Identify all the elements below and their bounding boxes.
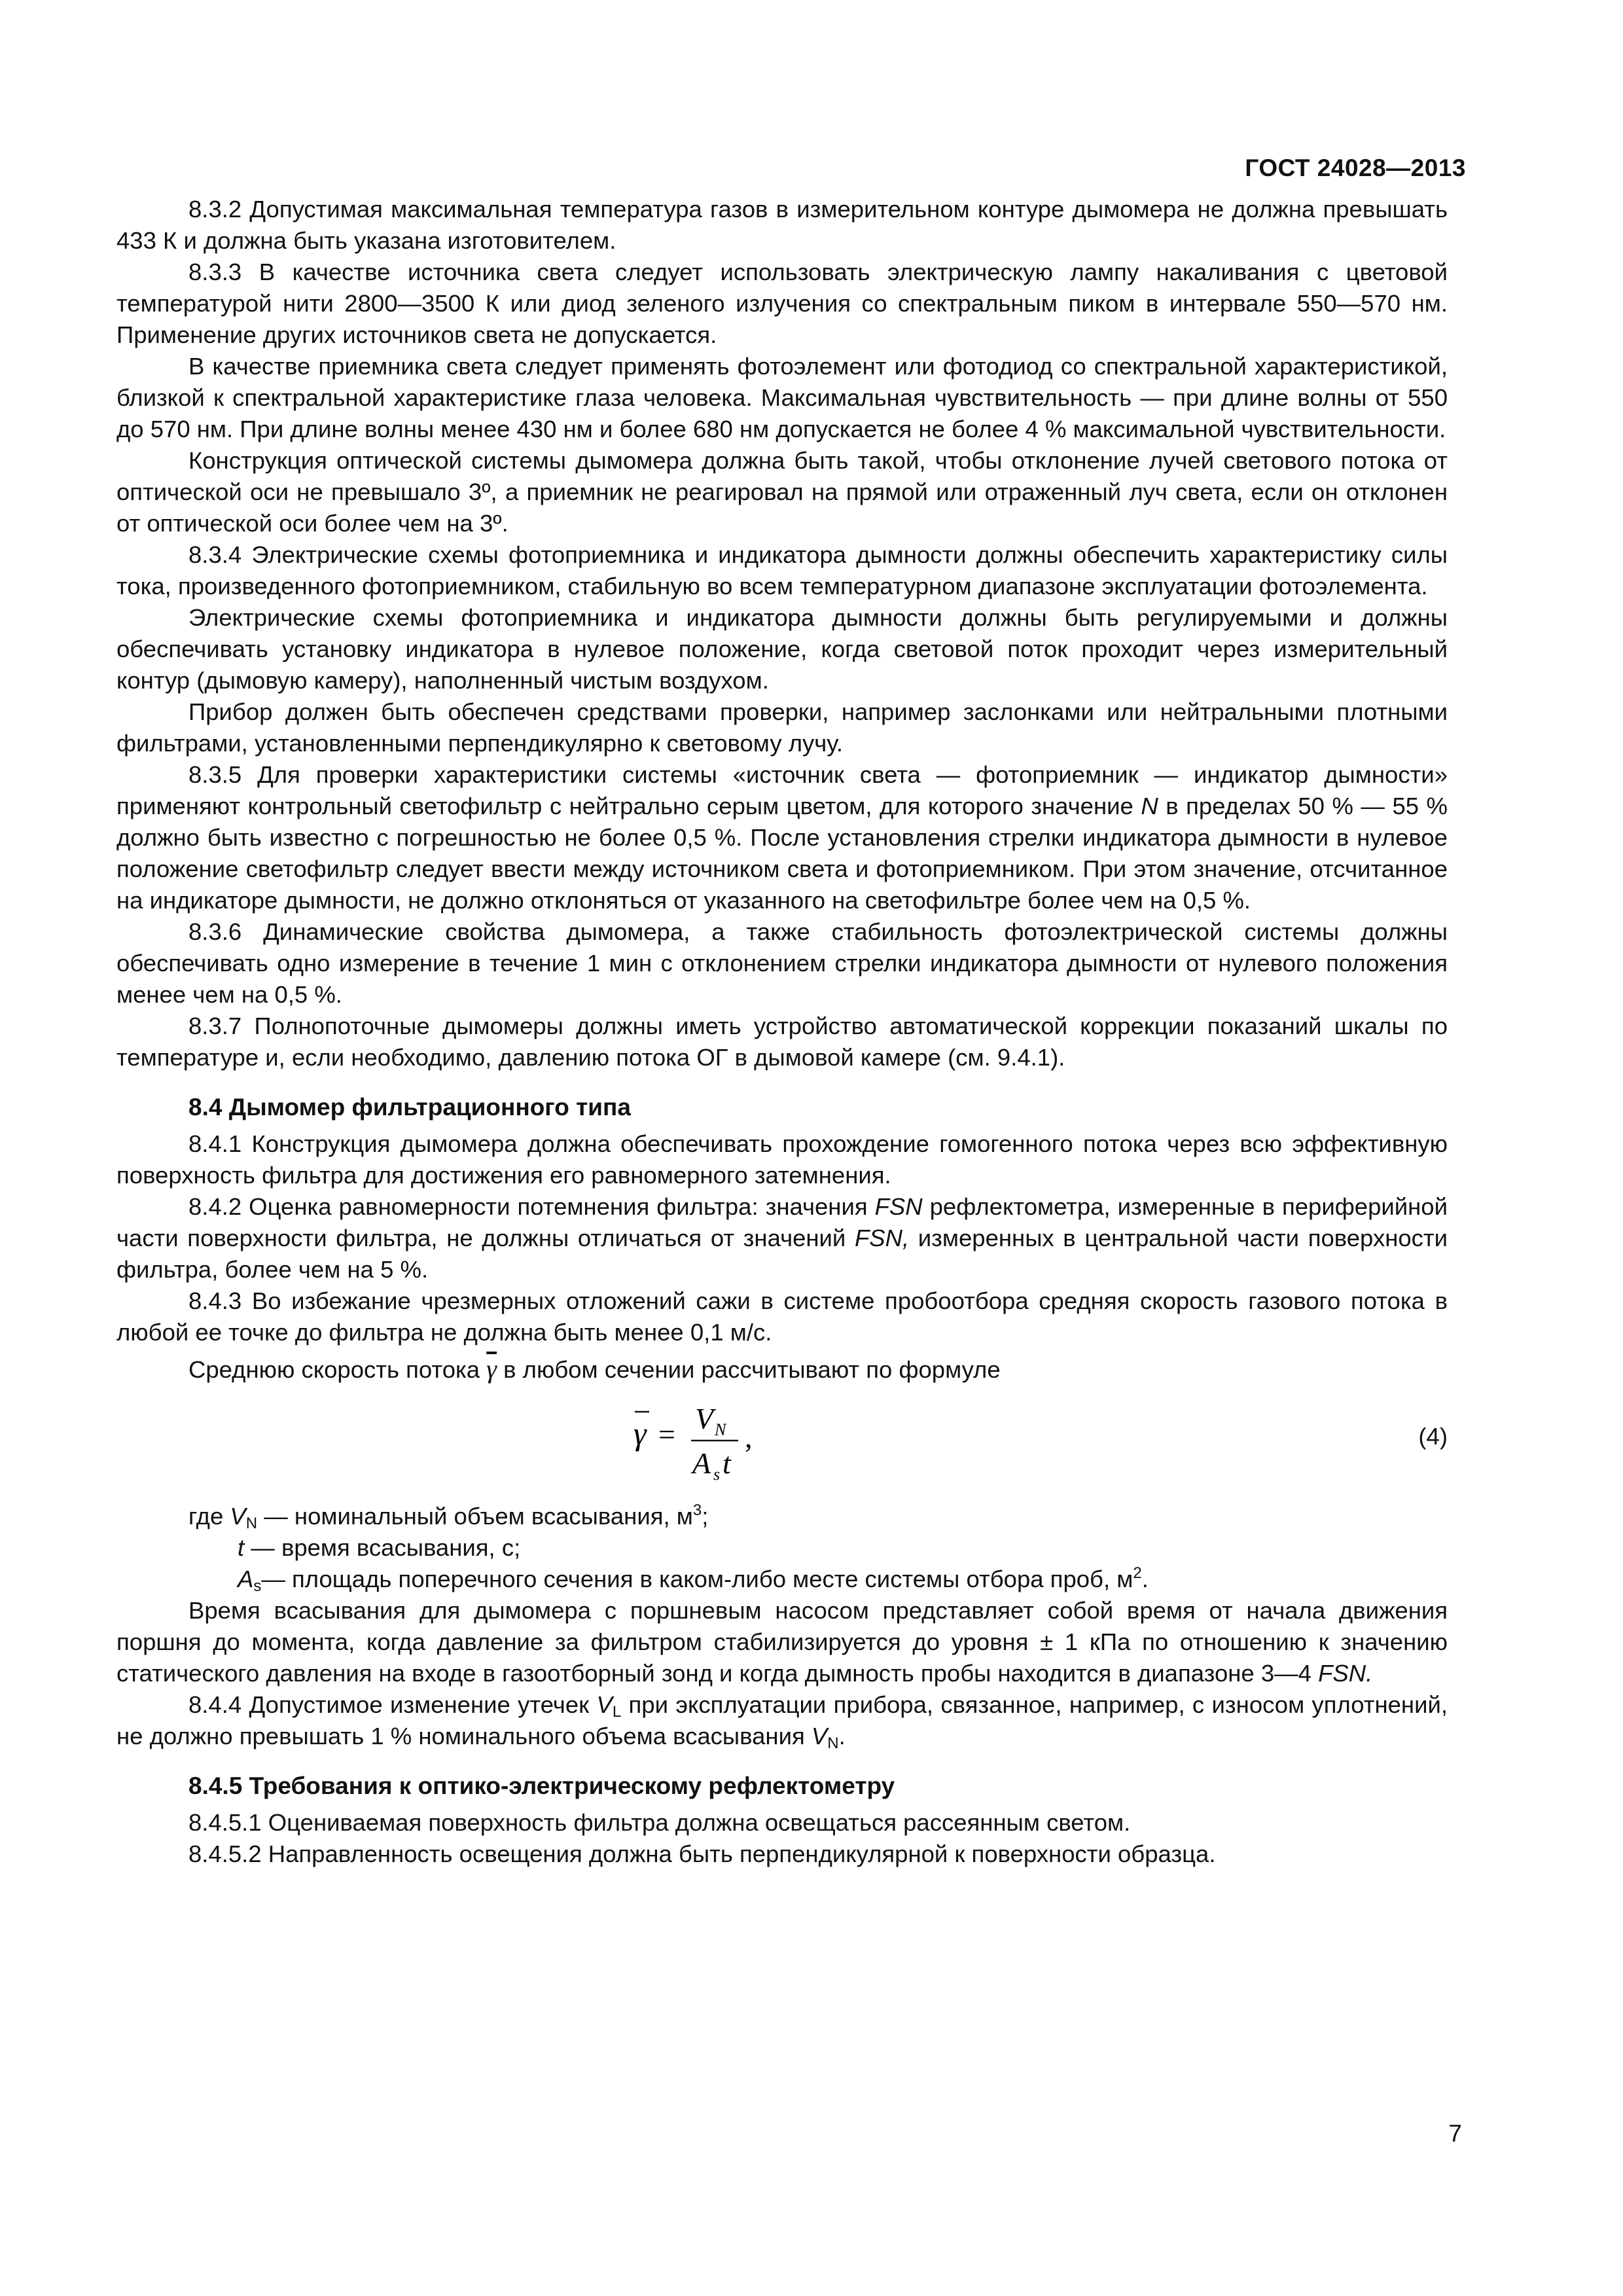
- paragraph-8-4-3: 8.4.3 Во избежание чрезмерных отложений сажи в системе пробоотбора средняя скорость газового потока в любой ее точке до фильтра не должна быть менее 0,1 м/с.: [116, 1287, 1448, 1346]
- text-run: Время всасывания для дымомера с поршневым насосом представляет собой время от начала движения поршня до момента, когда давление за фильтром стабилизируется до уровня ± 1 кПа по отношению к значению статического давления на входе в газоотборный зонд и когда дымность пробы находится в диапазоне 3—4: [116, 1597, 1448, 1687]
- text-run: — время всасывания, с;: [244, 1534, 521, 1561]
- where-A: [116, 1564, 1448, 1595]
- section-heading-8-4-5: 8.4.5 Требования к оптико-электрическому рефлектометру: [188, 1772, 895, 1799]
- paragraph-8-4-1: 8.4.1 Конструкция дымомера должна обеспечивать прохождение гомогенного потока через всю эффективную поверхность фильтра для достижения его равномерного затемнения.: [116, 1130, 1448, 1189]
- text-run: где: [188, 1503, 230, 1530]
- paragraph-8-3-5: [116, 759, 1448, 916]
- text-run: в любом сечении рассчитывают по формуле: [497, 1356, 1001, 1383]
- symbol-fsn: FSN.: [1318, 1660, 1373, 1687]
- text-run: измеренных в центральной части поверхности фильтра, более чем на 5 %.: [116, 1225, 1448, 1283]
- standard-designation: ГОСТ 24028—2013: [1245, 154, 1466, 181]
- paragraph-8-4-2: [116, 1191, 1448, 1285]
- superscript-2: 2: [1133, 1564, 1142, 1582]
- symbol-fsn: FSN,: [854, 1225, 910, 1251]
- paragraph-8-3-4: 8.3.4 Электрические схемы фотоприемника и индикатора дымности должны обеспечить характеристику силы тока, произведенного фотоприемником, стабильную во всем температурном диапазоне эксплуатации фотоэлемента.: [116, 541, 1448, 600]
- paragraph-optical-system: Конструкция оптической системы дымомера должна быть такой, чтобы отклонение лучей светового потока от оптической оси не превышало 3º, а приемник не реагировал на прямой или отраженный луч света, если он отклонен от оптической оси более чем на 3º.: [116, 447, 1448, 537]
- text-run: 8.4.2 Оценка равномерности потемнения фильтра: значения: [188, 1193, 875, 1220]
- symbol-fsn: FSN: [874, 1193, 923, 1220]
- formula-V-sub: N: [715, 1420, 726, 1439]
- paragraph-8-4-4: [116, 1689, 1448, 1752]
- paragraph-light-receiver: В качестве приемника света следует применять фотоэлемент или фотодиод со спектральной характеристикой, близкой к спектральной характеристике глаза человека. Максимальная чувствительность — при длине волны от 550 до 570 нм. При длине волны менее 430 нм и более 680 нм допускается не более 4 % максимальной чувствительности.: [116, 353, 1448, 442]
- formula-V: V: [695, 1402, 714, 1435]
- formula-equals: =: [658, 1418, 675, 1451]
- paragraph-8-3-2: 8.3.2 Допустимая максимальная температура газов в измерительном контуре дымомера не должна превышать 433 К и должна быть указана изготовителем.: [116, 196, 1448, 254]
- formula-A: A: [692, 1446, 711, 1480]
- symbol-V: V: [596, 1691, 613, 1718]
- paragraph-8-4-5-2: 8.4.5.2 Направленность освещения должна быть перпендикулярной к поверхности образца.: [188, 1840, 1216, 1867]
- text-run: при эксплуатации прибора, связанное, например, с износом уплотнений, не должно превышать 1 % номинального объема всасывания: [116, 1691, 1448, 1749]
- symbol-N: N: [1141, 793, 1158, 819]
- symbol-A: A: [238, 1566, 254, 1592]
- text-run: 8.4.4 Допустимое изменение утечек: [188, 1691, 597, 1718]
- section-heading-8-4: 8.4 Дымомер фильтрационного типа: [188, 1094, 631, 1121]
- subscript-N: N: [827, 1734, 839, 1752]
- symbol-V: V: [811, 1723, 828, 1749]
- superscript-3: 3: [692, 1501, 702, 1519]
- formula-gamma: γ: [633, 1415, 647, 1452]
- text-run: .: [1141, 1566, 1149, 1592]
- text-run: — площадь поперечного сечения в каком-либо месте системы отбора проб, м: [261, 1566, 1133, 1592]
- paragraph-suction-time: [116, 1595, 1448, 1689]
- text-run: рефлектометра, измеренные в периферийной части поверхности фильтра, не должны отличаться от значений: [116, 1193, 1448, 1251]
- text-run: в пределах 50 % — 55 % должно быть известно с погрешностью не более 0,5 %. После установления стрелки индикатора дымности в нулевое положение светофильтр следует ввести между источником света и фотоприемником. При этом значение, отсчитанное на индикаторе дымности, не должно отклоняться от указанного на светофильтре более чем на 0,5 %.: [116, 793, 1448, 914]
- symbol-V: V: [230, 1503, 246, 1530]
- subscript-s: s: [253, 1577, 262, 1595]
- where-t: [116, 1532, 1448, 1564]
- symbol-t: t: [238, 1534, 245, 1561]
- paragraph-8-3-7: 8.3.7 Полнопоточные дымомеры должны иметь устройство автоматической коррекции показаний шкалы по температуре и, если необходимо, давлению потока ОГ в дымовой камере (см. 9.4.1).: [116, 1013, 1448, 1071]
- formula-t: t: [722, 1446, 731, 1480]
- text-run: 8.3.5 Для проверки характеристики системы «источник света — фотоприемник — индикатор дымности» применяют контрольный светофильтр с нейтрально серым цветом, для которого значение: [116, 761, 1448, 819]
- formula-A-sub: s: [713, 1465, 721, 1484]
- text-run: — номинальный объем всасывания, м: [257, 1503, 693, 1530]
- formula-4: [632, 1392, 829, 1490]
- text-run: ;: [702, 1503, 709, 1530]
- page-number: 7: [1448, 2120, 1462, 2147]
- paragraph-8-3-6: 8.3.6 Динамические свойства дымомера, а также стабильность фотоэлектрической системы должны обеспечивать одно измерение в течение 1 мин с отклонением стрелки индикатора дымности от нулевого положения менее чем на 0,5 %.: [116, 918, 1448, 1008]
- paragraph-8-3-3: 8.3.3 В качестве источника света следует использовать электрическую лампу накаливания с цветовой температурой нити 2800—3500 К или диод зеленого излучения со спектральным пиком в интервале 550—570 нм. Применение других источников света не допускается.: [116, 259, 1448, 348]
- text-run: .: [838, 1723, 846, 1749]
- paragraph-checking-means: Прибор должен быть обеспечен средствами проверки, например заслонками или нейтральными плотными фильтрами, установленными перпендикулярно к световому лучу.: [116, 698, 1448, 757]
- subscript-L: L: [612, 1703, 622, 1721]
- text-run: Среднюю скорость потока: [188, 1356, 487, 1383]
- page-body: [116, 194, 1448, 1870]
- formula-number: (4): [1418, 1423, 1448, 1450]
- paragraph-electrical-circuits: Электрические схемы фотоприемника и индикатора дымности должны быть регулируемыми и должны обеспечивать установку индикатора в нулевое положение, когда световой поток проходит через измерительный контур (дымовую камеру), наполненный чистым воздухом.: [116, 604, 1448, 694]
- where-V: [116, 1501, 1448, 1532]
- symbol-gamma-mean: $\overline{\gamma}$: [486, 1354, 497, 1384]
- paragraph-formula-intro: [116, 1354, 1448, 1386]
- subscript-N: N: [245, 1515, 258, 1532]
- paragraph-8-4-5-1: 8.4.5.1 Оцениваемая поверхность фильтра должна освещаться рассеянным светом.: [188, 1809, 1131, 1836]
- formula-block: [116, 1392, 1448, 1490]
- formula-comma: ,: [745, 1420, 753, 1454]
